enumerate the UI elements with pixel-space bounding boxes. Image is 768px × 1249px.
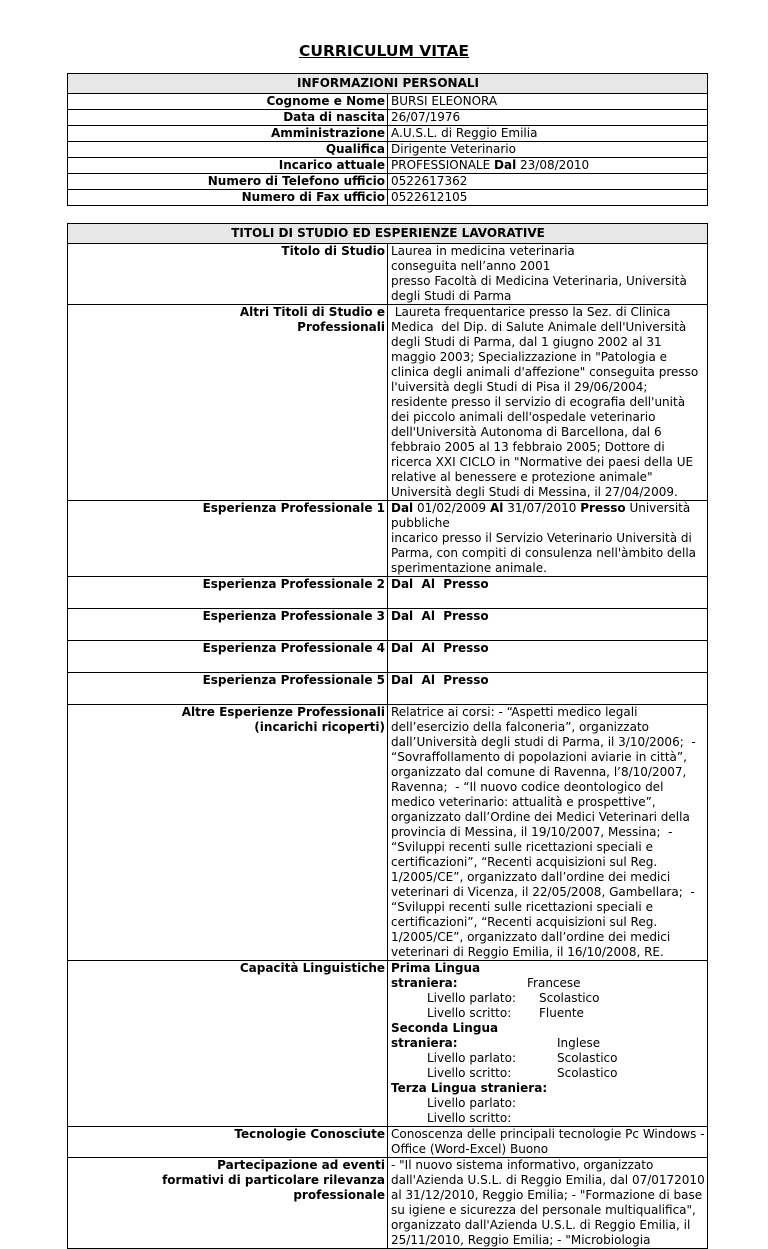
field-label: Qualifica [68, 142, 388, 158]
studies-header: TITOLI DI STUDIO ED ESPERIENZE LAVORATIVE [68, 224, 708, 244]
field-value-qualification: Dirigente Veterinario [388, 142, 708, 158]
field-value-other-experience: Relatrice ai corsi: - “Aspetti medico legali dell’esercizio della falconeria”, organizzato dall’Università degli studi di Parma, il 3/10/2006; - “Sovraffollamento di popolazioni aviarie in città”, organizzato dal comune di Ravenna, l’8/10/2007, Ravenna; - “Il nuovo codice deontologico del medico veterinario: attualità e prospettive”, organizzato dall’Ordine dei Medici Veterinari della provincia di Messina, il 19/10/2007, Messina; - “Sviluppi recenti sulle ricettazioni speciali e certificazioni”, “Recenti acquisizioni sul Reg. 1/2005/CE”, organizzato dall’ordine dei medici veterinari di Vicenza, il 22/05/2008, Gambellara; - “Sviluppi recenti sulle ricettazioni speciali e certificazioni”, “Recenti acquisizioni sul Reg. 1/2005/CE”, organizzato dall’ordine dei medici veterinari di Reggio Emilia, il 16/10/2008, RE. [388, 705, 708, 961]
personal-info-table [67, 73, 708, 206]
field-value-languages: Prima Lingua straniera: Francese Livello parlato: Scolastico Livello scritto: Fluente Seconda Lingua straniera: Inglese Livello parlato: Scolastico Livello scritto: Scolastico Terza Lingua straniera: Livello parlato: Livello scritto: [388, 961, 708, 1127]
field-label: Cognome e Nome [68, 94, 388, 110]
field-label: Esperienza Professionale 1 [68, 501, 388, 577]
personal-info-header: INFORMAZIONI PERSONALI [68, 74, 708, 94]
field-value-training-events: - "Il nuovo sistema informativo, organizzato dall'Azienda U.S.L. di Reggio Emilia, dal 07/0172010 al 31/12/2010, Reggio Emilia; - "Formazione di base su igiene e sicurezza del personale multiqualifica", organizzato dall'Azienda U.S.L. di Reggio Emilia, il 25/11/2010, Reggio Emilia; - "Microbiologia [388, 1158, 708, 1249]
field-label: Esperienza Professionale 5 [68, 673, 388, 705]
field-label: Numero di Telefono ufficio [68, 174, 388, 190]
field-value-other-titles: Laureta frequentarice presso la Sez. di Clinica Medica del Dip. di Salute Animale dell'Università degli Studi di Parma, dal 1 giugno 2002 al 31 maggio 2003; Specializzazione in "Patologia e clinica degli animali d'affezione" conseguita presso l'uiversità degli Studi di Pisa il 29/06/2004; residente presso il servizio di ecografia dell'unità dei piccolo animali dell'ospedale veterinario dell'Università Autonoma di Barcellona, dal 6 febbraio 2005 al 13 febbraio 2005; Dottore di ricerca XXI CICLO in "Normative dei paesi della UE relative al benessere e protezione animale" Università degli Studi di Messina, il 27/04/2009. [388, 305, 708, 501]
field-label: Amministrazione [68, 126, 388, 142]
field-value-experience-1: Dal 01/02/2009 Al 31/07/2010 Presso Università pubbliche incarico presso il Servizio Veterinario Università di Parma, con compiti di consulenza nell'àmbito della sperimentazione animale. [388, 501, 708, 577]
field-value-degree: Laurea in medicina veterinaria conseguita nell’anno 2001 presso Facoltà di Medicina Veterinaria, Università degli Studi di Parma [388, 244, 708, 305]
field-label: Esperienza Professionale 4 [68, 641, 388, 673]
field-value-experience-3: Dal Al Presso [388, 609, 708, 641]
field-label: Titolo di Studio [68, 244, 388, 305]
document-title: CURRICULUM VITAE [298, 42, 469, 60]
field-label: Altre Esperienze Professionali (incarichi ricoperti) [68, 705, 388, 961]
field-value-experience-4: Dal Al Presso [388, 641, 708, 673]
field-value-name: BURSI ELEONORA [388, 94, 708, 110]
studies-experience-table [67, 223, 708, 1249]
field-label: Numero di Fax ufficio [68, 190, 388, 206]
field-value-experience-5: Dal Al Presso [388, 673, 708, 705]
field-value-administration: A.U.S.L. di Reggio Emilia [388, 126, 708, 142]
field-value-fax: 0522612105 [388, 190, 708, 206]
field-value-experience-2: Dal Al Presso [388, 577, 708, 609]
field-value-birthdate: 26/07/1976 [388, 110, 708, 126]
field-value-phone: 0522617362 [388, 174, 708, 190]
field-label: Altri Titoli di Studio e Professionali [68, 305, 388, 501]
field-value-technologies: Conoscenza delle principali tecnologie Pc Windows - Office (Word-Excel) Buono [388, 1127, 708, 1158]
field-label: Data di nascita [68, 110, 388, 126]
field-label: Capacità Linguistiche [68, 961, 388, 1127]
field-label: Partecipazione ad eventi formativi di particolare rilevanza professionale [68, 1158, 388, 1249]
field-label: Esperienza Professionale 3 [68, 609, 388, 641]
field-label: Incarico attuale [68, 158, 388, 174]
field-label: Esperienza Professionale 2 [68, 577, 388, 609]
field-value-current-role: PROFESSIONALE Dal 23/08/2010 [388, 158, 708, 174]
field-label: Tecnologie Conosciute [68, 1127, 388, 1158]
